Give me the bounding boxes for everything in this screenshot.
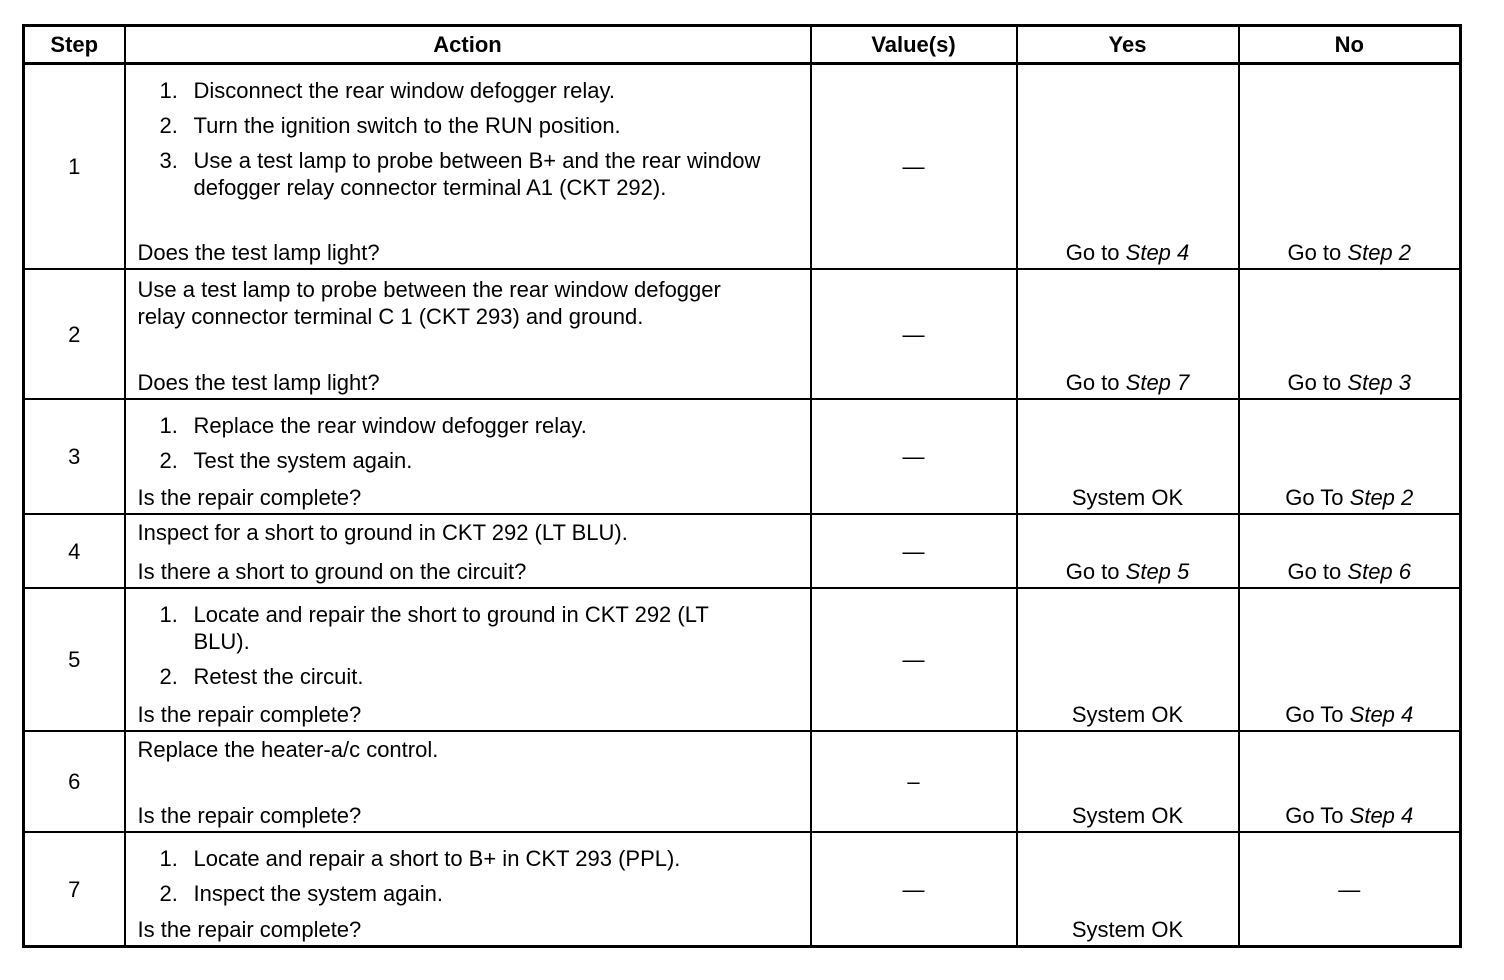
yes-cell: System OK <box>1017 832 1239 947</box>
action-cell: Use a test lamp to probe between the rear window defogger relay connector terminal C 1 (CKT 293) and ground. Does the test lamp light? <box>125 269 811 399</box>
step-number: 5 <box>24 588 125 731</box>
yes-cell: System OK <box>1017 588 1239 731</box>
table-row <box>24 399 1461 514</box>
step-number: 2 <box>24 269 125 399</box>
table-row <box>24 588 1461 731</box>
no-cell: Go To Step 4 <box>1239 588 1461 731</box>
diagnostic-table <box>22 24 1462 948</box>
yes-cell: Go to Step 4 <box>1017 64 1239 270</box>
action-cell: Inspect for a short to ground in CKT 292 (LT BLU). Is there a short to ground on the circuit? <box>125 514 811 588</box>
value-cell: — <box>811 588 1017 731</box>
action-item: 1. Locate and repair a short to B+ in CKT 293 (PPL). <box>159 846 681 871</box>
value-cell: — <box>811 832 1017 947</box>
action-item: 2. Inspect the system again. <box>159 881 443 906</box>
action-item: 1. Replace the rear window defogger relay. <box>159 413 587 438</box>
no-cell: Go to Step 2 <box>1239 64 1461 270</box>
value-cell: — <box>811 269 1017 399</box>
no-cell: Go to Step 3 <box>1239 269 1461 399</box>
no-cell: Go to Step 6 <box>1239 514 1461 588</box>
header-step: Step <box>24 26 125 64</box>
no-cell: Go To Step 2 <box>1239 399 1461 514</box>
table-row <box>24 731 1461 832</box>
action-question: Does the test lamp light? <box>137 240 380 265</box>
action-question: Is the repair complete? <box>137 485 362 510</box>
action-question: Is the repair complete? <box>137 702 362 727</box>
value-cell: – <box>811 731 1017 832</box>
table-row <box>24 269 1461 399</box>
no-cell: Go To Step 4 <box>1239 731 1461 832</box>
yes-cell: System OK <box>1017 399 1239 514</box>
no-cell: — <box>1239 832 1461 947</box>
value-cell: — <box>811 64 1017 270</box>
action-item: 1. Disconnect the rear window defogger relay. <box>159 78 615 103</box>
header-values: Value(s) <box>811 26 1017 64</box>
step-number: 6 <box>24 731 125 832</box>
action-item: 2. Turn the ignition switch to the RUN position. <box>159 113 621 138</box>
step-number: 4 <box>24 514 125 588</box>
header-no: No <box>1239 26 1461 64</box>
action-cell <box>125 399 811 514</box>
action-cell <box>125 588 811 731</box>
action-item: 1. Locate and repair the short to ground in CKT 292 (LT BLU). <box>159 602 709 654</box>
step-number: 7 <box>24 832 125 947</box>
action-cell <box>125 64 811 270</box>
action-question: Is the repair complete? <box>137 917 362 942</box>
step-number: 1 <box>24 64 125 270</box>
header-row <box>24 26 1461 64</box>
action-question: Does the test lamp light? <box>137 370 380 395</box>
step-number: 3 <box>24 399 125 514</box>
yes-cell: Go to Step 7 <box>1017 269 1239 399</box>
action-cell <box>125 832 811 947</box>
header-action: Action <box>125 26 811 64</box>
action-cell: Replace the heater-a/c control. Is the repair complete? <box>125 731 811 832</box>
value-cell: — <box>811 514 1017 588</box>
action-item: 2. Test the system again. <box>159 448 413 473</box>
table-row <box>24 64 1461 270</box>
table-row <box>24 832 1461 947</box>
value-cell: — <box>811 399 1017 514</box>
header-yes: Yes <box>1017 26 1239 64</box>
yes-cell: System OK <box>1017 731 1239 832</box>
action-question: Is there a short to ground on the circuit? <box>137 559 527 584</box>
action-item: 3. Use a test lamp to probe between B+ and the rear window defogger relay connector terminal A1 (CKT 292). <box>159 148 761 200</box>
yes-cell: Go to Step 5 <box>1017 514 1239 588</box>
table-row <box>24 514 1461 588</box>
action-question: Is the repair complete? <box>137 803 362 828</box>
action-item: 2. Retest the circuit. <box>159 664 364 689</box>
